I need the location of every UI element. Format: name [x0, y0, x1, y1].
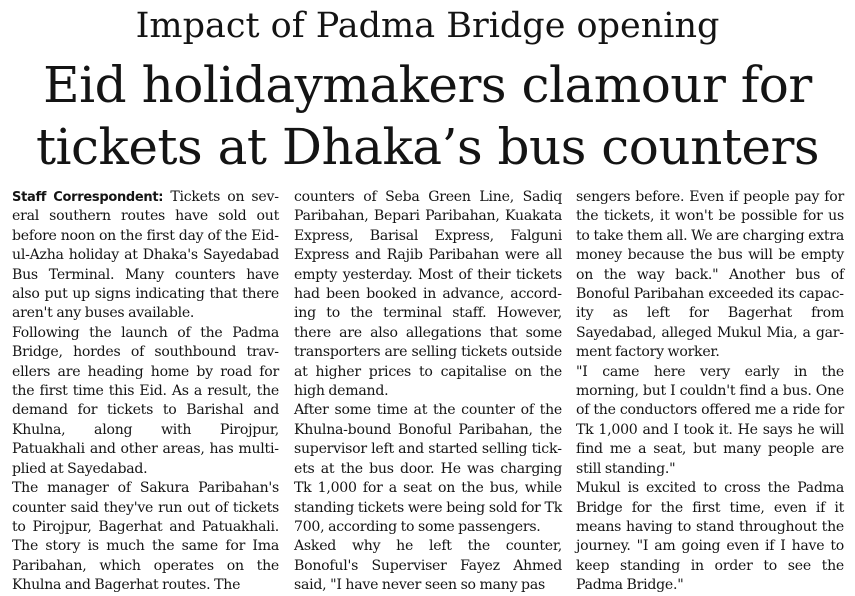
byline: Staff Correspondent: [12, 190, 164, 205]
body-paragraph: counters of Seba Green Line, Sadiq Paribahan, Bepari Paribahan, Kuakata Express, Barisal Express, Falguni Express and Rajib Paribahan were all empty yesterday. Most of their tickets had been booked in advance, according to the terminal staff. However, there are also allegations that some transporters are selling tickets outside at higher prices to capitalise on the high demand. [294, 189, 562, 400]
body-paragraph: sengers before. Even if people pay for the tickets, it won't be possible for us to take them all. We are charging extra money because the bus will be empty on the way back." Another bus of Bonoful Paribahan exceeded its capacity as left for Bagerhat from Sayedabad, alleged Mukul Mia, a garment factory worker. [576, 189, 844, 361]
paragraph-text: Tickets on several southern routes have sold out before noon on the first day of the Eidul-Azha holiday at Dhaka's Sayedabad Bus Terminal. Many counters have also put up signs indicating that there aren't any buses available. [12, 189, 279, 322]
article-kicker: Impact of Padma Bridge opening [135, 6, 720, 46]
article-headline [0, 54, 855, 178]
body-paragraph: Mukul is excited to cross the Padma Bridge for the first time, even if it means having to stand throughout the journey. "I am going even if I have to keep standing in order to see the Padma Bridge." [576, 480, 844, 594]
body-paragraph: Asked why he left the counter, Bonoful's Superviser Fayez Ahmed said, "I have never seen so many pas [294, 538, 562, 594]
body-paragraph: "I came here very early in the morning, but I couldn't find a bus. One of the conductors offered me a ride for Tk 1,000 and I took it. He says he will find me a seat, but many people are still standing." [576, 363, 844, 477]
body-paragraph: The manager of Sakura Paribahan's counter said they've run out of tickets to Pirojpur, Bagerhat and Patuakhali. The story is much the same for Ima Paribahan, which operates on the Khulna and Bagerhat routes. The [12, 480, 279, 594]
article-column-3 [576, 188, 844, 596]
article-column-1 [12, 188, 279, 596]
body-paragraph [12, 188, 279, 324]
headline-line-2: tickets at Dhaka’s bus counters [35, 118, 820, 176]
body-paragraph: After some time at the counter of the Khulna-bound Bonoful Paribahan, the supervisor left and started selling tickets at the bus door. He was charging Tk 1,000 for a seat on the bus, while standing tickets were being sold for Tk 700, according to some passengers. [294, 402, 562, 535]
article-column-2 [294, 188, 562, 596]
body-paragraph: Following the launch of the Padma Bridge, hordes of southbound travellers are heading home by road for the first time this Eid. As a result, the demand for tickets to Barishal and Khulna, along with Pirojpur, Patuakhali and other areas, has multiplied at Sayedabad. [12, 324, 279, 477]
headline-line-1: Eid holidaymakers clamour for [43, 56, 812, 114]
